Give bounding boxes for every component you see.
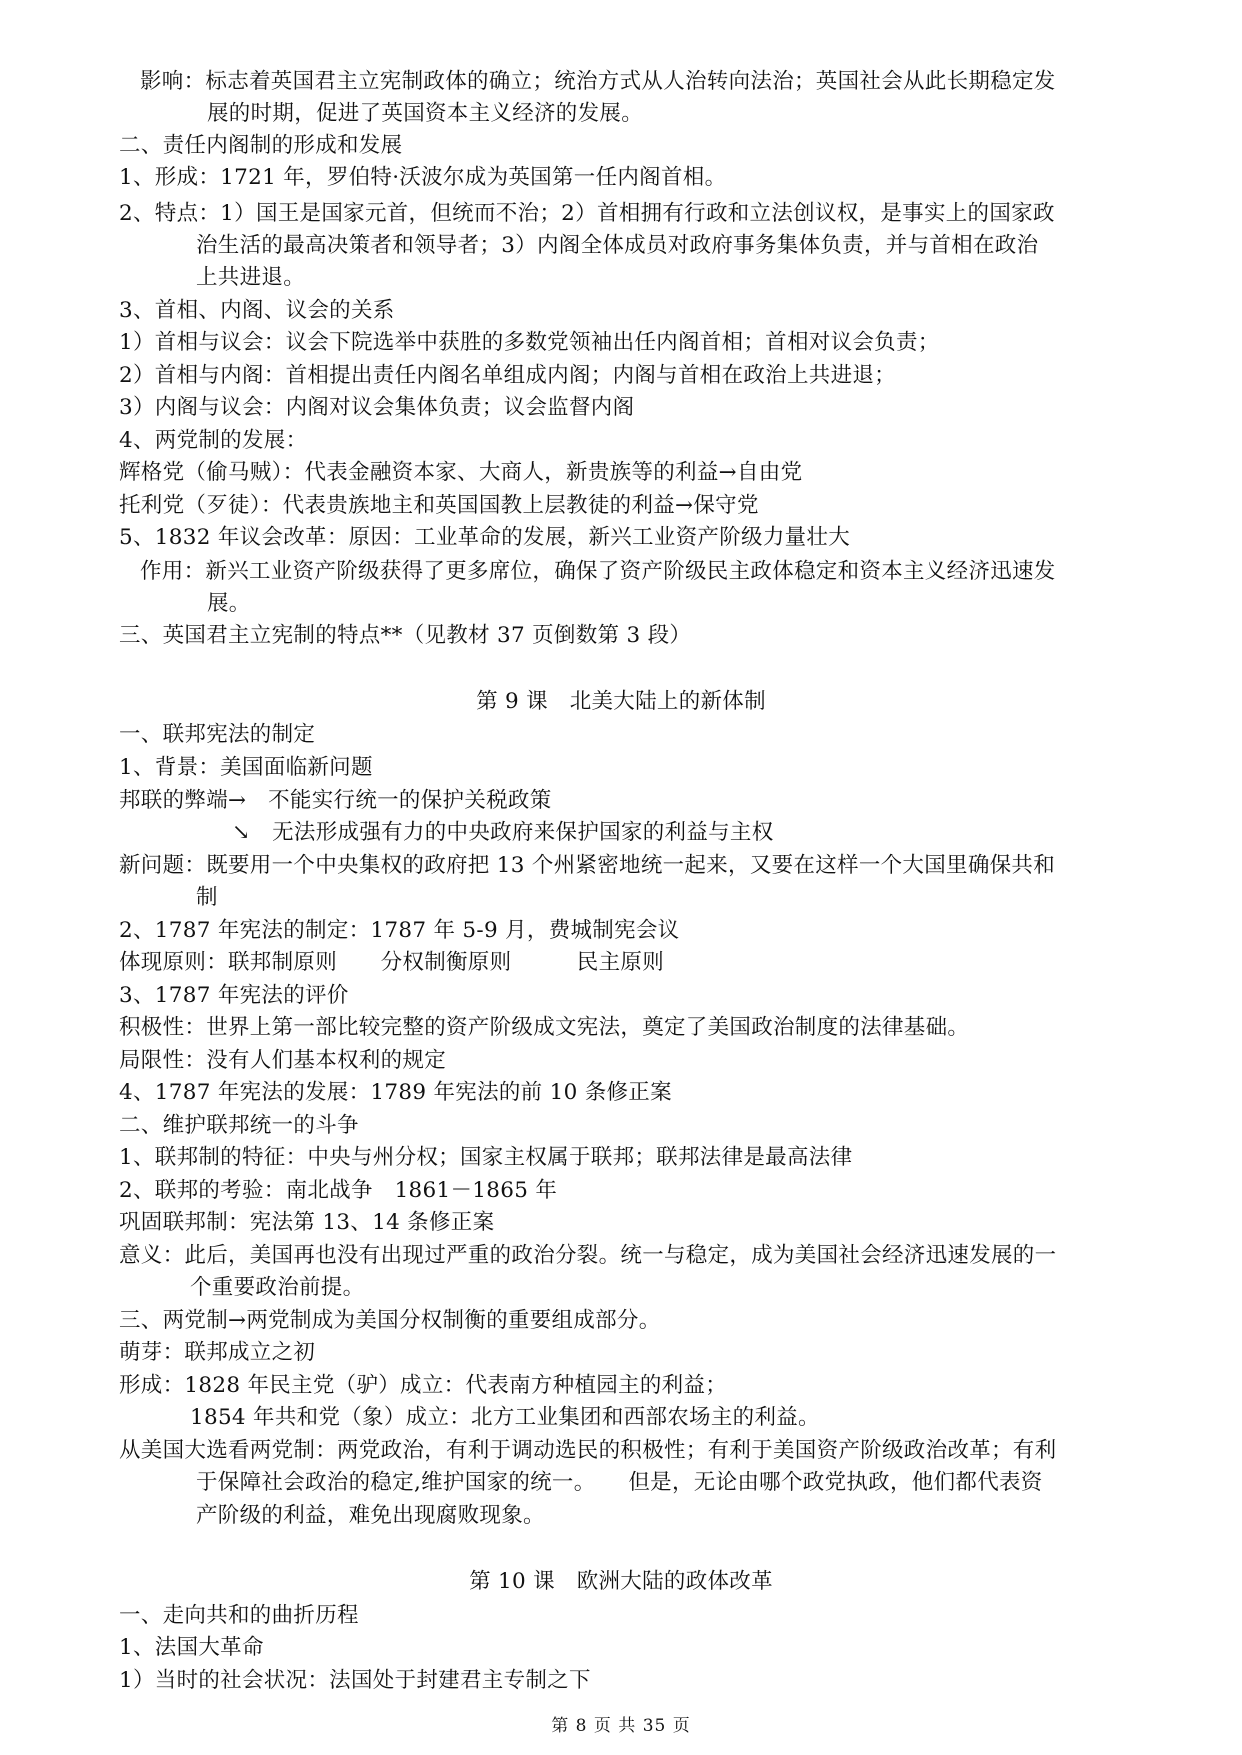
text-line: 1）首相与议会：议会下院选举中获胜的多数党领袖出任内阁首相；首相对议会负责；	[119, 330, 940, 355]
text-line: 2）首相与内阁：首相提出责任内阁名单组成内阁；内阁与首相在政治上共进退；	[119, 363, 896, 388]
text-line: 邦联的弊端→ 不能实行统一的保护关税政策	[119, 788, 552, 813]
text-line: 展。	[207, 591, 251, 616]
text-line: 1、形成：1721 年，罗伯特·沃波尔成为英国第一任内阁首相。	[119, 165, 727, 190]
text-line: ↘ 无法形成强有力的中央政府来保护国家的利益与主权	[232, 820, 774, 845]
text-line: 1、联邦制的特征：中央与州分权；国家主权属于联邦；联邦法律是最高法律	[119, 1145, 853, 1170]
text-line: 从美国大选看两党制：两党政治，有利于调动选民的积极性；有利于美国资产阶级政治改革；有利	[119, 1438, 1057, 1463]
section-heading: 一、走向共和的曲折历程	[119, 1603, 359, 1628]
text-line: 1）当时的社会状况：法国处于封建君主专制之下	[119, 1668, 591, 1693]
text-line: 新问题：既要用一个中央集权的政府把 13 个州紧密地统一起来，又要在这样一个大国里确保共和	[119, 853, 1056, 878]
text-line: 治生活的最高决策者和领导者；3）内阁全体成员对政府事务集体负责，并与首相在政治	[196, 233, 1039, 258]
text-line: 1、背景：美国面临新问题	[119, 755, 373, 780]
text-line: 积极性：世界上第一部比较完整的资产阶级成文宪法，奠定了美国政治制度的法律基础。	[119, 1015, 970, 1040]
text-line: 产阶级的利益，难免出现腐败现象。	[196, 1503, 545, 1528]
text-line: 作用：新兴工业资产阶级获得了更多席位，确保了资产阶级民主政体稳定和资本主义经济迅速发	[140, 559, 1056, 584]
text-line: 1、法国大革命	[119, 1635, 264, 1660]
text-line: 3）内阁与议会：内阁对议会集体负责；议会监督内阁	[119, 395, 635, 420]
text-line: 4、1787 年宪法的发展：1789 年宪法的前 10 条修正案	[119, 1080, 672, 1105]
text-line: 展的时期，促进了英国资本主义经济的发展。	[207, 101, 644, 126]
text-line: 巩固联邦制：宪法第 13、14 条修正案	[119, 1210, 495, 1235]
text-line: 形成：1828 年民主党（驴）成立：代表南方种植园主的利益；	[119, 1373, 728, 1398]
text-line: 影响：标志着英国君主立宪制政体的确立；统治方式从人治转向法治；英国社会从此长期稳定发	[140, 69, 1056, 94]
text-line: 4、两党制的发展：	[119, 428, 308, 453]
page-number: 第 8 页 共 35 页	[551, 1716, 691, 1736]
text-line: 3、1787 年宪法的评价	[119, 983, 349, 1008]
text-line: 个重要政治前提。	[190, 1275, 365, 1300]
text-line: 托利党（歹徒）：代表贵族地主和英国国教上层教徒的利益→保守党	[119, 493, 759, 518]
text-line: 萌芽：联邦成立之初	[119, 1340, 316, 1365]
text-line: 制	[196, 885, 218, 910]
text-line: 局限性：没有人们基本权利的规定	[119, 1048, 447, 1073]
text-line: 5、1832 年议会改革：原因：工业革命的发展，新兴工业资产阶级力量壮大	[119, 525, 851, 550]
text-line: 2、1787 年宪法的制定：1787 年 5-9 月，费城制宪会议	[119, 918, 680, 943]
text-line: 2、特点：1）国王是国家元首，但统而不治；2）首相拥有行政和立法创议权，是事实上的国家政	[119, 201, 1055, 226]
lesson-title: 第 10 课 欧洲大陆的政体改革	[469, 1569, 773, 1594]
text-line: 上共进退。	[196, 265, 306, 290]
text-line: 于保障社会政治的稳定,维护国家的统一。 但是，无论由哪个政党执政，他们都代表资	[196, 1470, 1043, 1495]
text-line: 辉格党（偷马贼）：代表金融资本家、大商人，新贵族等的利益→自由党	[119, 460, 803, 485]
text-line: 意义：此后，美国再也没有出现过严重的政治分裂。统一与稳定，成为美国社会经济迅速发展的一	[119, 1243, 1057, 1268]
text-line: 1854 年共和党（象）成立：北方工业集团和西部农场主的利益。	[190, 1405, 820, 1430]
text-line: 体现原则：联邦制原则 分权制衡原则 民主原则	[119, 950, 665, 975]
text-line: 3、首相、内阁、议会的关系	[119, 298, 395, 323]
section-heading: 三、英国君主立宪制的特点**（见教材 37 页倒数第 3 段）	[119, 623, 692, 648]
section-heading: 二、责任内阁制的形成和发展	[119, 133, 403, 158]
section-heading: 二、维护联邦统一的斗争	[119, 1113, 359, 1138]
section-heading: 一、联邦宪法的制定	[119, 722, 316, 747]
lesson-title: 第 9 课 北美大陆上的新体制	[476, 689, 766, 714]
section-heading: 三、两党制→两党制成为美国分权制衡的重要组成部分。	[119, 1308, 661, 1333]
text-line: 2、联邦的考验：南北战争 1861－1865 年	[119, 1178, 558, 1203]
